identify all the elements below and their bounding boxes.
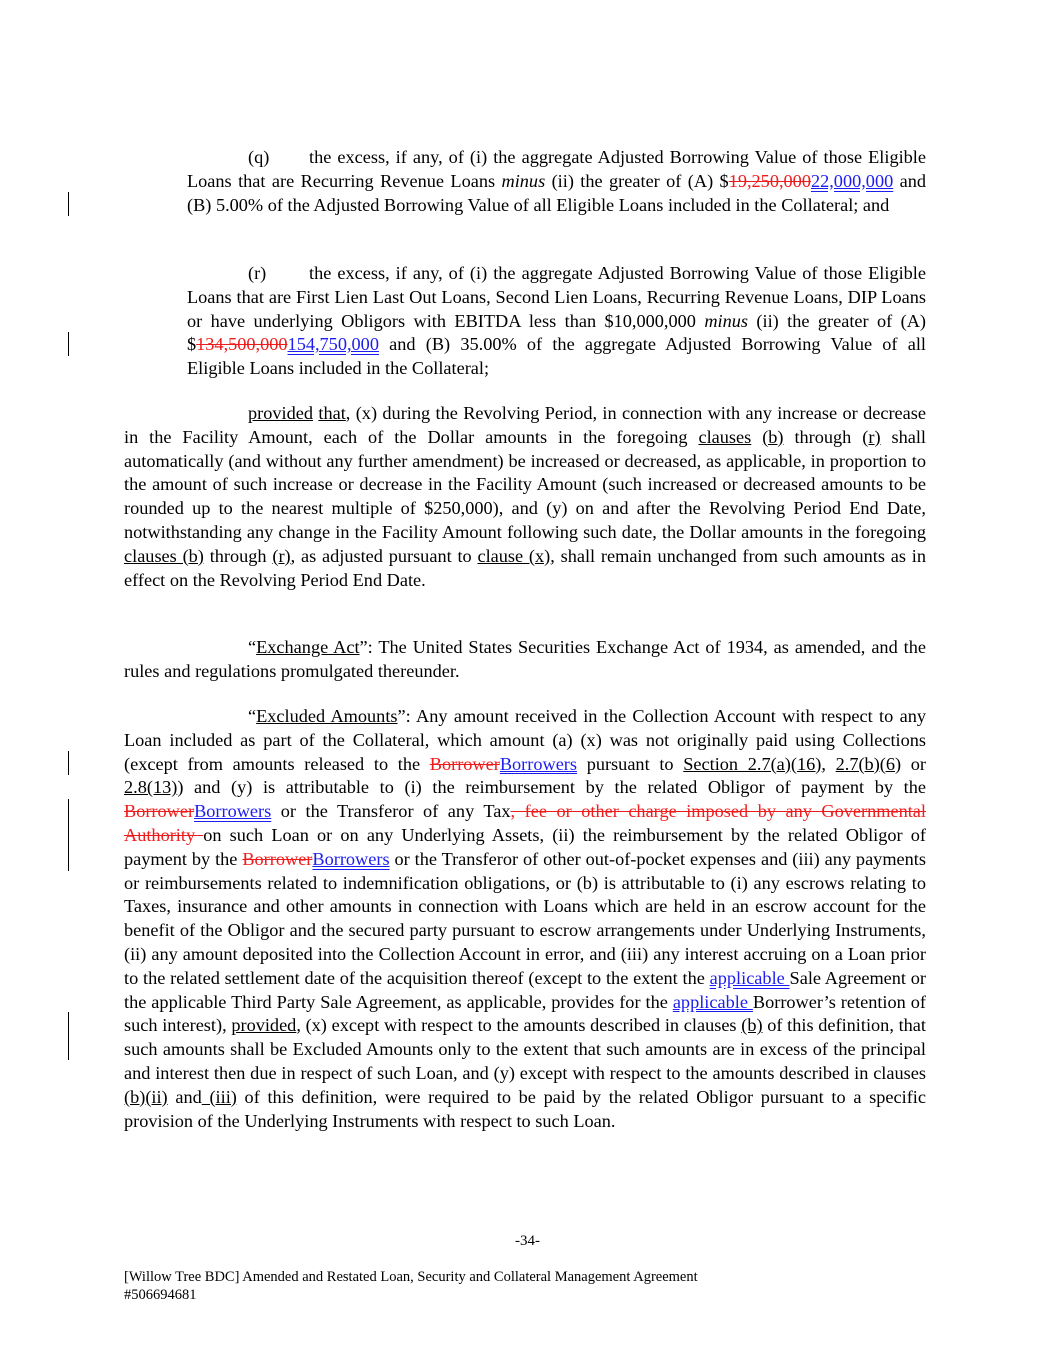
page-number: -34- — [515, 1233, 540, 1249]
change-bar — [68, 332, 69, 356]
clause-r: (r) the excess, if any, of (i) the aggregate Adjusted Borrowing Value of those Eligible Loans that are First Lien Last Out Loans, Second Lien Loans, Recurring Revenue Loans, DIP Loans or have underlying Obligors with EBITDA less than $10,000,000 minus (ii) the greater of (A) $134,500,000154,750,000 and (B) 35.00% of the aggregate Adjusted Borrowing Value of all Eligible Loans included in the Collateral; — [187, 263, 926, 379]
inserted-text: 154,750,000 — [287, 334, 379, 355]
section-reference: Section 2.7(a)(16) — [683, 753, 822, 774]
clause-label: (r) — [248, 263, 267, 283]
clause-q: (q) the excess, if any, of (i) the aggregate Adjusted Borrowing Value of those Eligible Loans that are Recurring Revenue Loans minus (ii) the greater of (A) $19,250,00022,000,000 and (B) 5.00% of the Adjusted Borrowing Value of all Eligible Loans included in the Collateral; and — [187, 147, 927, 215]
inserted-text: Borrowers — [194, 801, 272, 822]
deleted-text: 19,250,000 — [728, 170, 811, 191]
defined-term: Excluded Amounts — [256, 706, 398, 726]
section-reference: 2.7(b)(6) — [835, 753, 902, 774]
change-bar — [68, 751, 69, 775]
deleted-text: Borrower — [242, 848, 313, 869]
inserted-text: Borrowers — [312, 848, 390, 869]
defined-term: Exchange Act — [256, 637, 360, 657]
deleted-text: Borrower — [429, 753, 500, 774]
definition-exchange-act: “Exchange Act”: The United States Securities Exchange Act of 1934, as amended, and the rules and regulations promulgated thereunder. — [124, 637, 926, 681]
definition-excluded-amounts: “Excluded Amounts”: Any amount received in the Collection Account with respect to any Loan included as part of the Collateral, which amount (a) (x) was not originally paid using Collections (except from amounts released to the BorrowerBorrowers pursuant to Section 2.7(a)(16), 2.7(b)(6) or 2.8(13)) and (y) is attributable to (i) the reimbursement by the related Obligor of payment by the BorrowerBorrowers or the Transferor of any Tax, fee or other charge imposed by any Governmental Authority on such Loan or on any Underlying Assets, (ii) the reimbursement by the related Obligor of payment by the BorrowerBorrowers or the Transferor of other out-of-pocket expenses and (iii) any payments or reimbursements related to indemnification obligations, or (b) is attributable to (i) any escrows relating to Taxes, insurance and other amounts in connection with Loans which are held in an escrow account for the benefit of the Obligor and the secured party pursuant to escrow arrangements under Underlying Instruments, (ii) any amount deposited into the Collection Account in error, and (iii) any interest accruing on a Loan prior to the related settlement date of the acquisition thereof (except to the extent the applicable Sale Agreement or the applicable Third Party Sale Agreement, as applicable, provides for the applicable Borrower’s retention of such interest), provided, (x) except with respect to the amounts described in clauses (b) of this definition, that such amounts shall be Excluded Amounts only to the extent that such amounts are in excess of the principal and interest then due in respect of such Loan, and (y) except with respect to the amounts described in clauses (b)(ii) and (iii) of this definition, were required to be paid by the related Obligor pursuant to a specific provision of the Underlying Instruments with respect to such Loan. — [124, 706, 927, 1131]
inserted-text: applicable — [672, 991, 753, 1012]
document-footer — [124, 1268, 698, 1304]
change-bar — [68, 1012, 69, 1060]
deleted-text: 134,500,000 — [196, 334, 288, 355]
clause-label: (q) — [248, 147, 270, 167]
deleted-text: , fee or other charge imposed by any Governmental Authority — [124, 801, 926, 845]
inserted-text: applicable — [709, 967, 790, 988]
change-bar — [68, 799, 69, 871]
footer-doc-id: #506694681 — [124, 1287, 197, 1303]
footer-title: [Willow Tree BDC] Amended and Restated Loan, Security and Collateral Management Agreement — [124, 1269, 698, 1285]
section-reference: 2.8(13) — [124, 777, 178, 798]
proviso-paragraph: provided that, (x) during the Revolving Period, in connection with any increase or decrease in the Facility Amount, each of the Dollar amounts in the foregoing clauses (b) through (r) shall automatically (and without any further amendment) be increased or decreased, as applicable, in proportion to the amount of such increase or decrease in the Facility Amount (such increased or decreased amounts to be rounded up to the nearest multiple of $250,000), and (y) on and after the Revolving Period End Date, notwithstanding any change in the Facility Amount following such date, the Dollar amounts in the foregoing clauses (b) through (r), as adjusted pursuant to clause (x), shall remain unchanged from such amounts as in effect on the Revolving Period End Date. — [124, 403, 926, 590]
inserted-text: 22,000,000 — [810, 170, 894, 191]
change-bar — [68, 192, 69, 216]
inserted-text: Borrowers — [499, 753, 578, 774]
deleted-text: Borrower — [124, 801, 195, 822]
